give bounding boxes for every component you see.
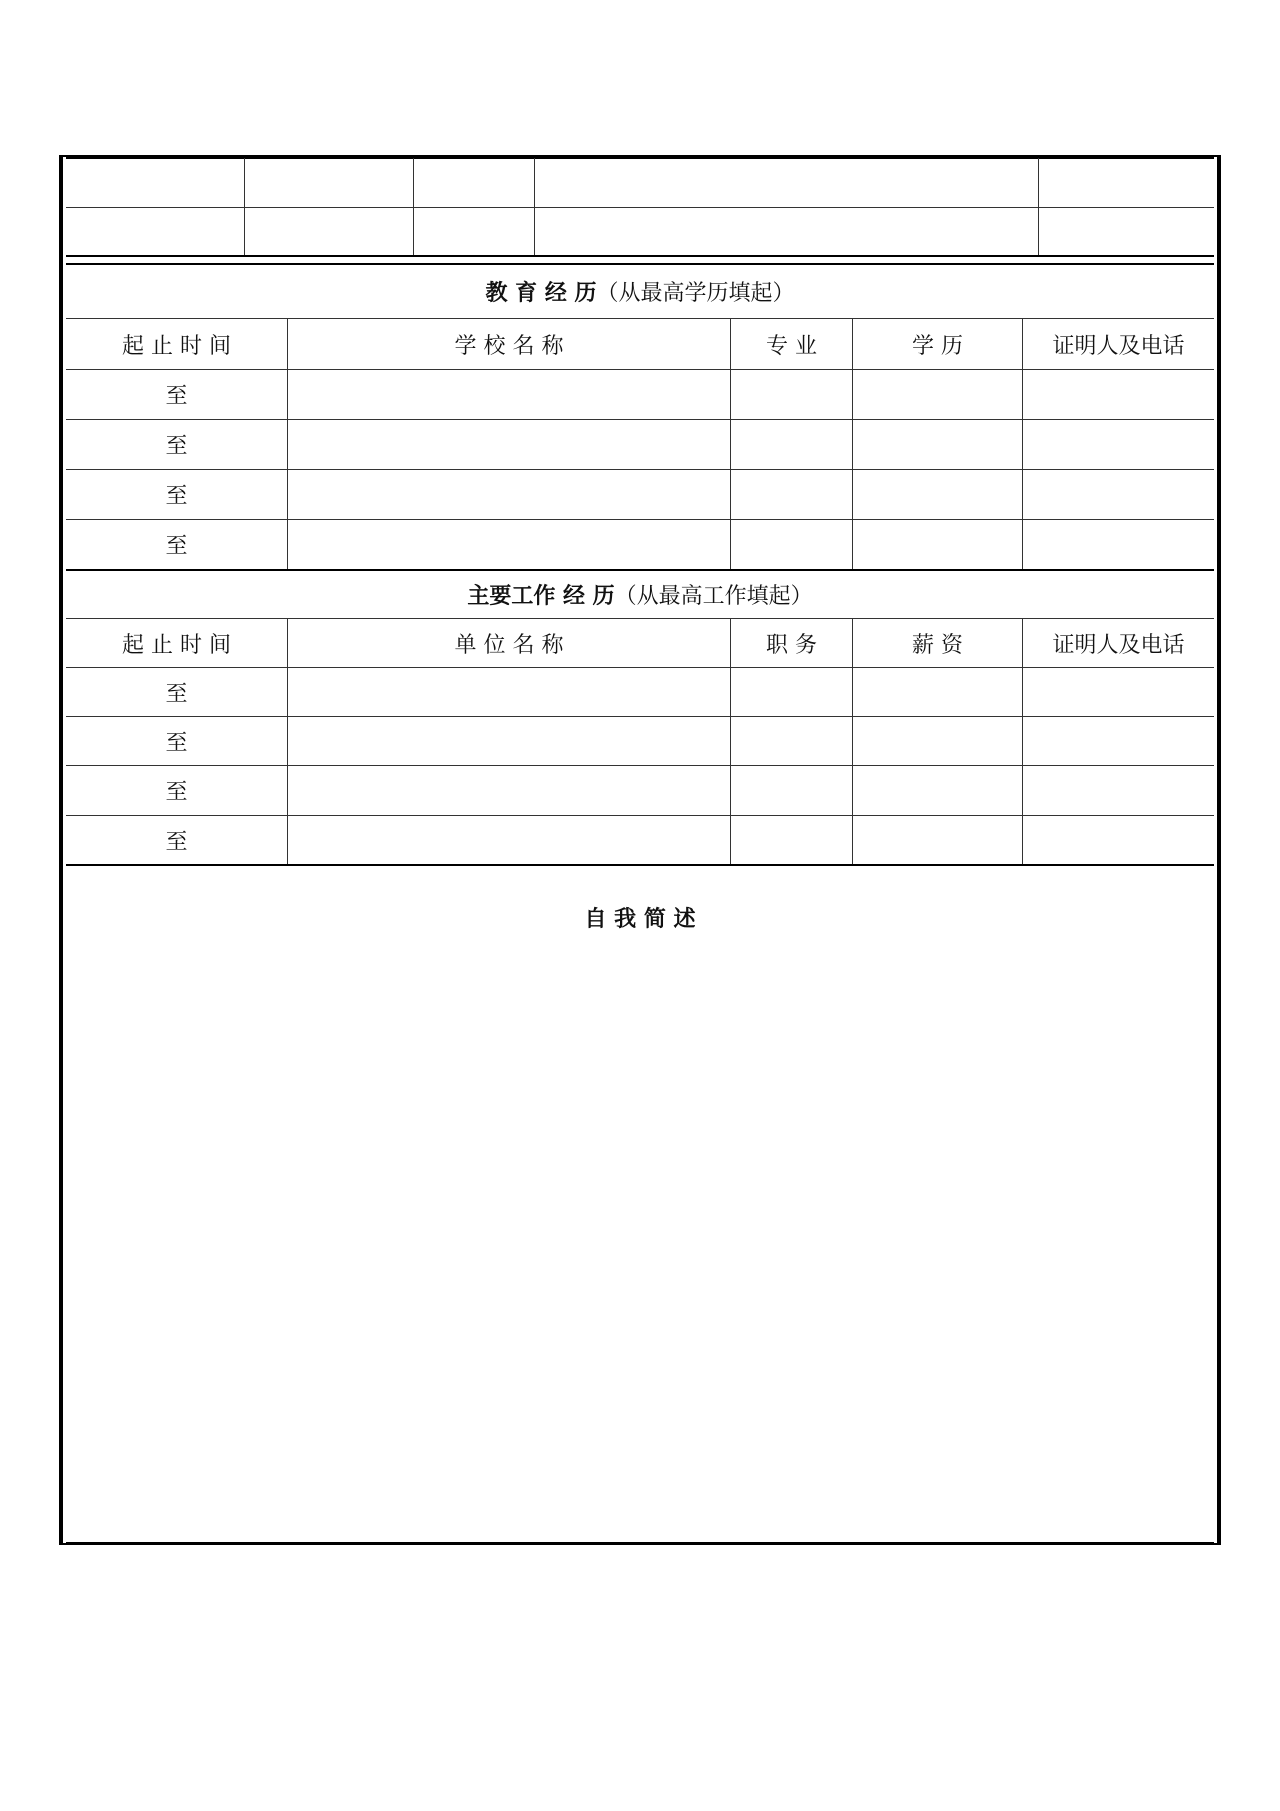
work-subtitle: （从最高工作填起） (614, 584, 813, 609)
education-row-period[interactable]: 至 (165, 384, 188, 409)
education-col-divider (852, 319, 853, 569)
education-header-major: 专 业 (766, 333, 817, 359)
education-section-title (66, 265, 1214, 318)
education-header-degree: 学 历 (912, 333, 963, 359)
work-section-title (66, 571, 1214, 618)
top-table-cell[interactable] (535, 158, 1038, 207)
work-col-divider (1022, 619, 1023, 864)
education-row-period[interactable]: 至 (165, 484, 188, 509)
education-header-reference: 证明人及电话 (1052, 333, 1185, 359)
education-subtitle: （从最高学历填起） (596, 281, 795, 306)
education-col-divider (730, 319, 731, 569)
education-title: 教 育 经 历 (485, 280, 597, 306)
top-table-cell[interactable] (414, 208, 534, 255)
work-header-company: 单 位 名 称 (454, 632, 564, 658)
work-header-position: 职 务 (766, 632, 817, 658)
work-header-reference: 证明人及电话 (1052, 632, 1185, 658)
work-row-period[interactable]: 至 (165, 730, 188, 756)
work-header-salary: 薪 资 (912, 632, 963, 658)
work-title: 主要工作 经 历 (467, 583, 615, 609)
self-intro-title: 自 我 简 述 (584, 905, 696, 932)
work-row-period[interactable]: 至 (165, 829, 188, 855)
top-table-border-bottom (66, 255, 1214, 257)
top-table-cell[interactable] (414, 158, 534, 207)
education-row-period[interactable]: 至 (165, 434, 188, 459)
section-border (66, 864, 1214, 866)
top-table-cell[interactable] (245, 158, 413, 207)
top-table-cell[interactable] (66, 208, 244, 255)
education-col-divider (287, 319, 288, 569)
top-table-cell[interactable] (1039, 208, 1214, 255)
section-border (66, 1542, 1214, 1544)
education-col-divider (1022, 319, 1023, 569)
education-row-period[interactable]: 至 (165, 534, 188, 559)
top-table-cell[interactable] (535, 208, 1038, 255)
work-col-divider (852, 619, 853, 864)
top-table-cell[interactable] (245, 208, 413, 255)
work-row-period[interactable]: 至 (165, 681, 188, 707)
work-header-period: 起 止 时 间 (122, 632, 231, 658)
work-col-divider (287, 619, 288, 864)
work-col-divider (730, 619, 731, 864)
self-intro-textarea[interactable] (66, 950, 1214, 1540)
top-table-cell[interactable] (66, 158, 244, 207)
education-header-period: 起 止 时 间 (122, 333, 231, 359)
education-header-school: 学 校 名 称 (454, 333, 564, 359)
top-table-cell[interactable] (1039, 158, 1214, 207)
work-row-period[interactable]: 至 (165, 780, 188, 805)
